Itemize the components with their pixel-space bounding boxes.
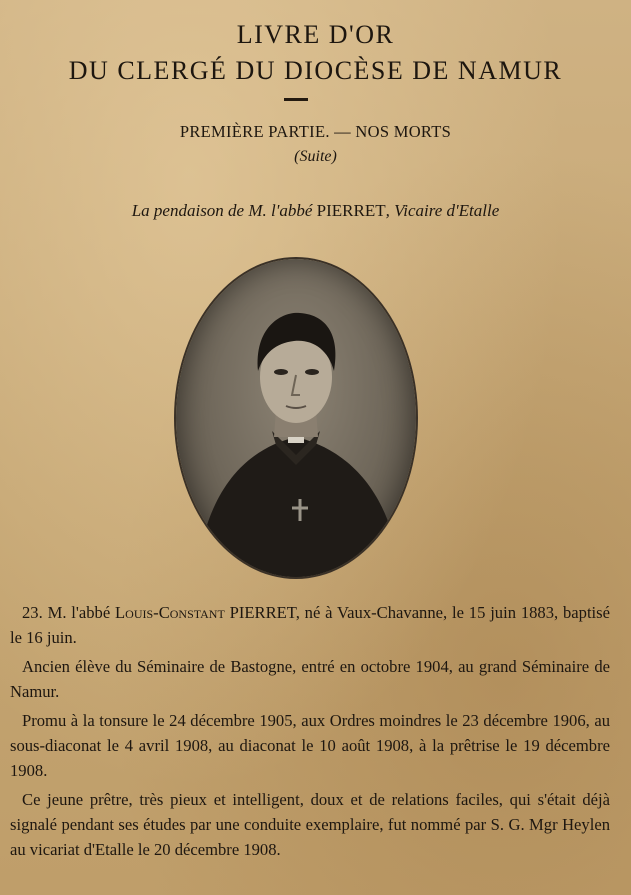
subtitle-suffix: , Vicaire d'Etalle	[385, 201, 500, 220]
paragraph-birth	[10, 600, 610, 650]
paragraph-ordination: Promu à la tonsure le 24 décembre 1905, aux Ordres moindres le 23 décembre 1906, au sous-diaconat le 4 avril 1908, au diaconat le 10 août 1908, à la prêtrise le 19 décembre 1908.	[10, 711, 610, 780]
part-heading: PREMIÈRE PARTIE. — NOS MORTS	[179, 122, 452, 141]
p1-rest: PIERRET, né à Vaux-Chavanne, le 15 juin 1883, baptisé le 16 juin.	[10, 603, 610, 647]
paragraph-seminary: Ancien élève du Séminaire de Bastogne, entré en octobre 1904, au grand Séminaire de Namur.	[10, 657, 610, 701]
book-title-line1: LIVRE D'OR	[236, 20, 395, 49]
book-title-line2: DU CLERGÉ DU DIOCÈSE DE NAMUR	[68, 56, 563, 85]
p1-firstname: Louis-Constant	[115, 603, 225, 622]
subtitle-prefix: La pendaison de M. l'abbé	[131, 201, 317, 220]
biography-text	[10, 600, 610, 866]
p1-prefix: 23. M. l'abbé	[22, 603, 116, 622]
paragraph-appointment: Ce jeune prêtre, très pieux et intelligent, doux et de relations faciles, qui s'était déjà signalé pendant ses études par une conduite exemplaire, fut nommé par S. G. Mgr Heylen au vicariat d'Etalle le 20 décembre 1908.	[10, 790, 610, 859]
title-divider	[284, 98, 308, 101]
suite-label: (Suite)	[294, 148, 337, 165]
subtitle-name: PIERRET	[316, 201, 386, 220]
section-subtitle	[0, 201, 631, 221]
priest-portrait-photo	[176, 259, 416, 577]
portrait-icon	[176, 259, 416, 577]
